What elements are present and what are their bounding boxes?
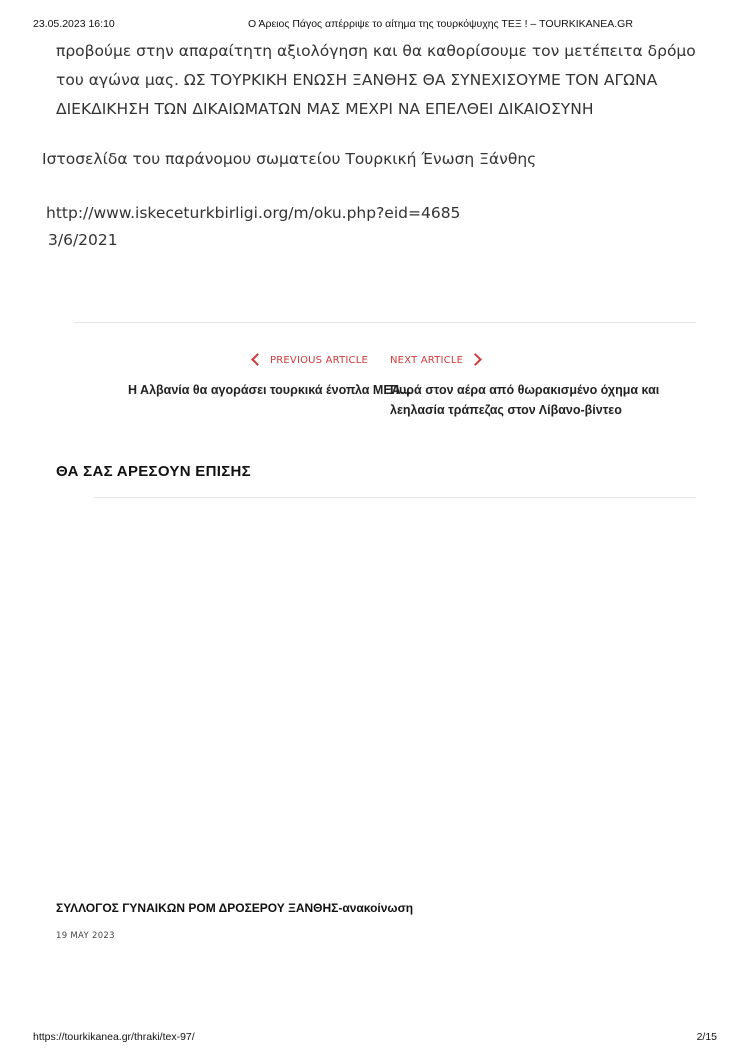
previous-article-link[interactable]: [253, 355, 368, 366]
article-date-line: [48, 227, 706, 253]
related-heading-divider: [94, 497, 696, 498]
print-url: https://tourkikanea.gr/thraki/tex-97/: [33, 1031, 195, 1043]
article-source-url[interactable]: http://www.iskeceturkbirligi.org/m/oku.php?eid=4685: [46, 204, 461, 222]
article-date: 3/6/2021: [48, 231, 118, 249]
related-section-heading: ΘΑ ΣΑΣ ΑΡΕΣΟΥΝ ΕΠΙΣΗΣ: [56, 463, 251, 480]
previous-article-label: PREVIOUS ARTICLE: [270, 355, 368, 366]
related-article-date: 19 MAY 2023: [56, 931, 115, 941]
print-footer: [0, 1031, 750, 1045]
next-article-link[interactable]: [390, 355, 480, 366]
print-page-title: Ο Άρειος Πάγος απέρριψε το αίτημα της τουρκόψυχης ΤΕΞ ! – TOURKIKANEA.GR: [248, 18, 633, 30]
print-datetime: 23.05.2023 16:10: [33, 18, 115, 30]
article-paragraph: προβούμε στην απαραίτητη αξιολόγηση και θα καθορίσουμε τον μετέπειτα δρόμο του αγώνα μας. ΩΣ ΤΟΥΡΚΙΚΗ ΕΝΩΣΗ ΞΑΝΘΗΣ ΘΑ ΣΥΝΕΧΙΣΟΥΜΕ ΤΟΝ ΑΓΩΝΑ ΔΙΕΚΔΙΚΗΣΗ ΤΩΝ ΔΙΚΑΙΩΜΑΤΩΝ ΜΑΣ ΜΕΧΡΙ ΝΑ ΕΠΕΛΘΕΙ ΔΙΚΑΙΟΣΥΝΗ: [56, 42, 696, 118]
related-article-title[interactable]: ΣΥΛΛΟΓΟΣ ΓΥΝΑΙΚΩΝ ΡΟΜ ΔΡΟΣΕΡΟΥ ΞΑΝΘΗΣ-ανακοίνωση: [56, 901, 414, 915]
next-article-label: NEXT ARTICLE: [390, 355, 464, 366]
article-source-line: [42, 146, 706, 172]
chevron-right-icon: [469, 353, 482, 366]
next-article-title[interactable]: Πυρά στον αέρα από θωρακισμένο όχημα και λεηλασία τράπεζας στον Λίβανο-βίντεο: [390, 383, 660, 417]
print-header: [0, 18, 750, 32]
post-nav-divider: [74, 322, 696, 323]
article-body: [56, 37, 716, 124]
previous-article-title[interactable]: Η Αλβανία θα αγοράσει τουρκικά ένοπλα ΜΕΑ...: [128, 383, 412, 397]
chevron-left-icon: [251, 353, 264, 366]
article-source: Ιστοσελίδα του παράνομου σωματείου Τουρκική Ένωση Ξάνθης: [42, 150, 537, 168]
print-page-number: 2/15: [696, 1031, 717, 1043]
article-url-line: [46, 200, 706, 226]
